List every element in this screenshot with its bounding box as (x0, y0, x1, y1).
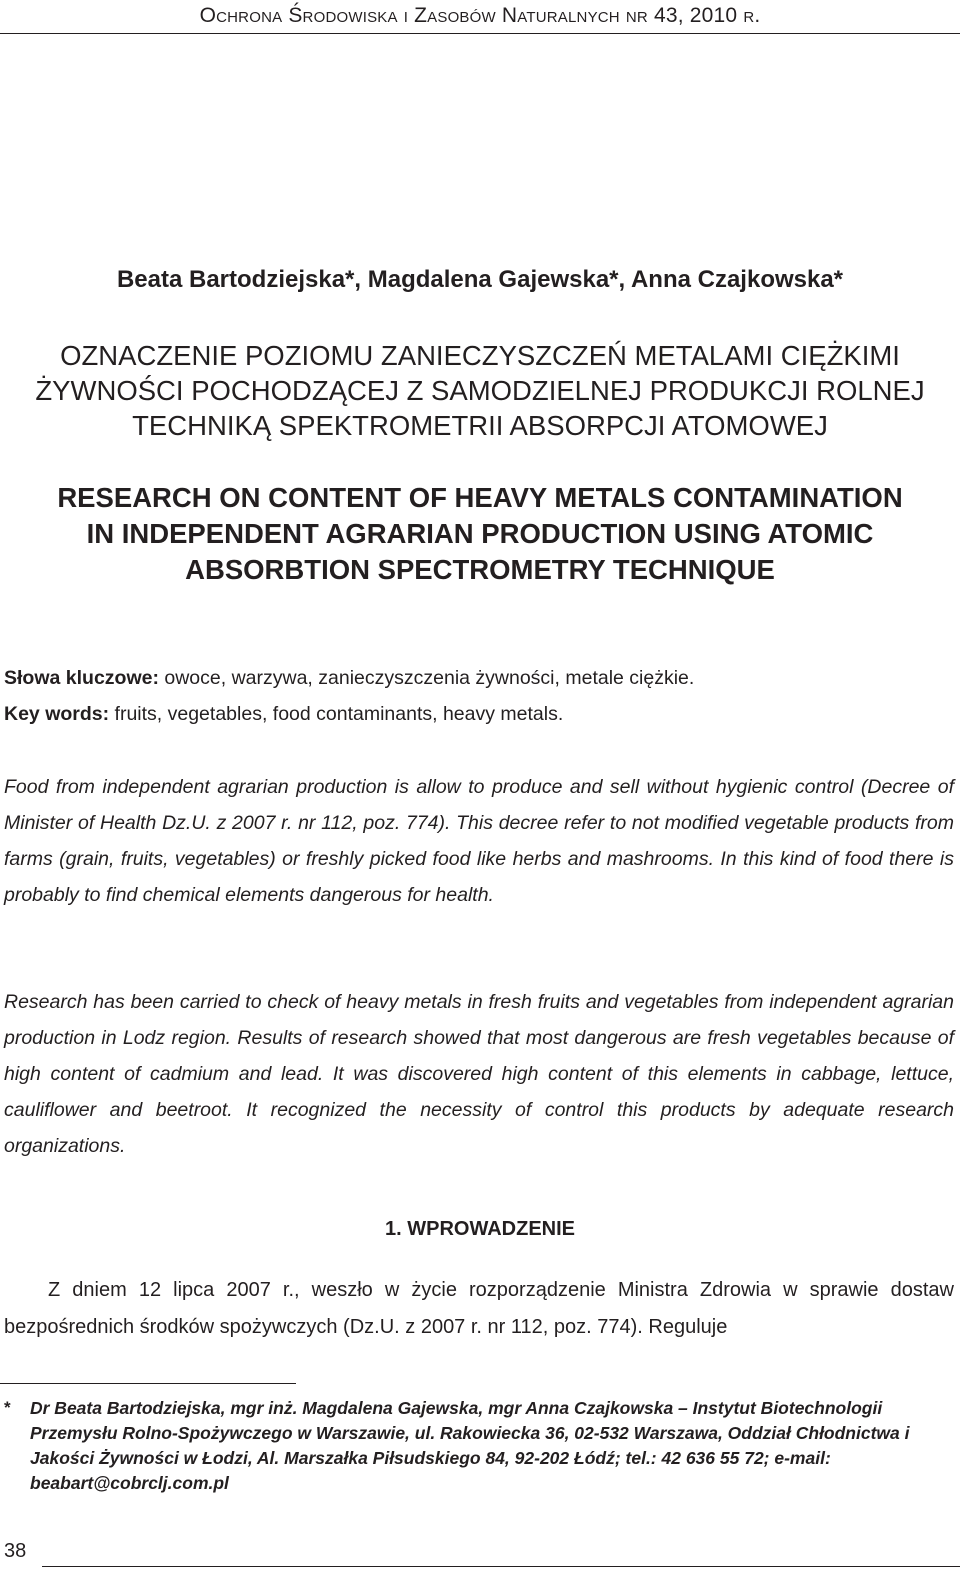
title-english (0, 480, 960, 588)
title-polish (0, 338, 960, 443)
keywords-polish-text: owoce, warzywa, zanieczyszczenia żywności, metale ciężkie. (158, 667, 695, 689)
title-english-line: RESEARCH ON CONTENT OF HEAVY METALS CONTAMINATION (57, 482, 903, 513)
footnote: Dr Beata Bartodziejska, mgr inż. Magdalena Gajewska, mgr Anna Czajkowska – Instytut Biotechnologii Przemysłu Rolno-Spożywczego w Warszawie, ul. Rakowiecka 36, 02-532 Warszawa, Oddział Chłodnictwa i Jakości Żywności w Łodzi, Al. Marszałka Piłsudskiego 84, 92-202 Łódź; tel.: 42 636 55 72; e-mail: beabart@cobrclj.com.pl (30, 1398, 910, 1493)
title-polish-line: TECHNIKĄ SPEKTROMETRII ABSORPCJI ATOMOWEJ (132, 410, 828, 441)
authors: Beata Bartodziejska*, Magdalena Gajewska*, Anna Czajkowska* (116, 266, 844, 293)
keywords-english-label: Key words: (4, 703, 110, 725)
keywords-english-text: fruits, vegetables, food contaminants, heavy metals. (109, 703, 564, 725)
keywords-english (4, 703, 563, 726)
abstract-paragraph-2: Research has been carried to check of heavy metals in fresh fruits and vegetables from independent agrarian production in Lodz region. Results of research showed that most dangerous are fresh vegetables because of high content of cadmium and lead. It was discovered high content of this elements in cabbage, lettuce, cauliflower and beetroot. It recognized the necessity of control this products by adequate research organizations. (4, 991, 954, 1157)
section-heading: 1. WPROWADZENIE (384, 1218, 575, 1240)
running-header: Ochrona Środowiska i Zasobów Naturalnych nr 43, 2010 r. (199, 4, 761, 27)
header-rule (0, 33, 960, 34)
title-english-line: IN INDEPENDENT AGRARIAN PRODUCTION USING ATOMIC (86, 518, 874, 549)
keywords-polish-label: Słowa kluczowe: (4, 667, 159, 689)
title-polish-line: ŻYWNOŚCI POCHODZĄCEJ Z SAMODZIELNEJ PRODUKCJI ROLNEJ (35, 375, 925, 406)
keywords-polish (4, 667, 694, 690)
footnote-rule (0, 1383, 296, 1384)
page-number: 38 (4, 1540, 27, 1562)
footnote-marker: * (4, 1398, 11, 1417)
title-polish-line: OZNACZENIE POZIOMU ZANIECZYSZCZEŃ METALAMI CIĘŻKIMI (60, 340, 900, 371)
title-english-line: ABSORBTION SPECTROMETRY TECHNIQUE (185, 554, 775, 585)
bottom-rule (42, 1566, 960, 1567)
abstract-paragraph-1: Food from independent agrarian production is allow to produce and sell without hygienic control (Decree of Minister of Health Dz.U. z 2007 r. nr 112, poz. 774). This decree refer to not modified vegetable products from farms (grain, fruits, vegetables) or freshly picked food like herbs and mashrooms. In this kind of food there is probably to find chemical elements dangerous for health. (4, 776, 954, 906)
body-paragraph: Z dniem 12 lipca 2007 r., weszło w życie rozporządzenie Ministra Zdrowia w sprawie dostaw bezpośrednich środków spożywczych (Dz.U. z 2007 r. nr 112, poz. 774). Reguluje (4, 1279, 954, 1338)
